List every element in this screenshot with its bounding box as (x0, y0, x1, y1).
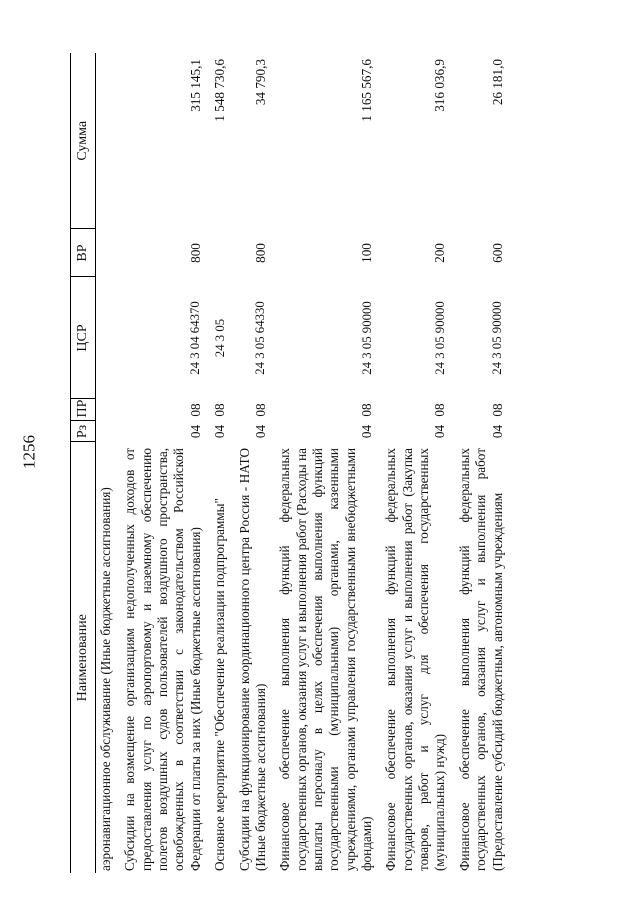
row-name: Финансовое обеспечение выполнения функций федеральных государственных органов, оказания услуг и выполнения работ (Закупка товаров, работ и услуг для обеспечения государственных (муниципальных) нужд) (383, 448, 448, 871)
table-row (96, 53, 115, 873)
row-rz: 04 (432, 424, 448, 439)
header-pr: ПР (71, 399, 96, 421)
row-pr: 08 (187, 403, 203, 417)
row-name: Субсидии на возмещение организациям недополученных доходов от предоставления услуг по аэропортовому и наземному обеспечению полетов воздушных судов пользователей воздушного пространства, освобожденных в соответствии с законодательством Российской Федерации от платы за них (Иные бюджетные ассигнования) (122, 448, 203, 871)
row-vr: 800 (187, 243, 203, 263)
header-sum: Сумма (71, 53, 96, 229)
row-csr: 24 3 05 (212, 318, 227, 358)
row-rz: 04 (252, 424, 268, 439)
row-sum: 34 790,3 (252, 59, 268, 106)
table-header-row (71, 53, 96, 873)
row-pr: 08 (212, 403, 228, 417)
header-csr: ЦСР (71, 277, 96, 399)
row-name: Финансовое обеспечение выполнения функций федеральных государственных органов, оказания услуг и выполнения работ (Предоставление субсидий бюджетным, автономным учреждениям (456, 448, 505, 871)
row-csr: 24 3 05 64330 (253, 301, 268, 375)
row-csr (96, 277, 115, 399)
table-row (449, 53, 506, 873)
row-sum: 26 181,0 (489, 59, 505, 106)
row-csr: 24 3 05 90000 (432, 301, 447, 375)
row-pr: 08 (252, 403, 268, 417)
row-sum: 1 548 730,6 (212, 59, 228, 122)
row-name: аэронавигационное обслуживание (Иные бюджетные ассигнования) (98, 487, 113, 871)
table-row (229, 53, 270, 873)
row-sum: 1 165 567,6 (359, 59, 375, 122)
row-vr: 600 (489, 243, 505, 263)
row-vr (96, 229, 115, 277)
row-name: Основное мероприятие "Обеспечение реализации подпрограммы" (212, 498, 228, 871)
table-row (204, 53, 228, 873)
row-sum: 316 036,9 (432, 59, 448, 112)
row-sum (96, 53, 115, 229)
row-pr: 08 (359, 403, 375, 417)
row-rz: 04 (187, 424, 203, 439)
row-csr: 24 3 05 90000 (490, 301, 505, 375)
row-rz: 04 (212, 424, 228, 439)
budget-table-wrapper (70, 53, 567, 873)
header-vr: ВР (71, 229, 96, 277)
row-pr: 08 (489, 403, 505, 417)
row-rz: 04 (489, 424, 505, 439)
row-vr: 800 (252, 243, 268, 263)
row-vr: 200 (432, 243, 448, 263)
row-pr: 08 (432, 403, 448, 417)
budget-table (70, 53, 506, 873)
row-name: Финансовое обеспечение выполнения функций федеральных государственных органов, оказания услуг и выполнения работ (Расходы на выплаты персоналу в целях обеспечения выполнения функций государственными (муниципальными) органами, казенными учреждениями, органами управления государственными внебюджетными фондами) (277, 448, 375, 871)
table-row (375, 53, 448, 873)
row-rz: 04 (359, 424, 375, 439)
row-vr: 100 (359, 243, 375, 263)
page-number: 1256 (19, 435, 39, 469)
table-row (269, 53, 375, 873)
row-csr: 24 3 05 90000 (359, 301, 374, 375)
row-pr (96, 399, 115, 421)
row-sum: 315 145,1 (187, 59, 203, 112)
row-rz (96, 421, 115, 442)
row-vr (204, 229, 228, 277)
row-csr: 24 3 04 64370 (188, 301, 203, 375)
header-rz: Рз (71, 421, 96, 442)
header-name: Наименование (71, 442, 96, 873)
row-name: Субсидии на функционирование координационного центра Россия - НАТО (Иные бюджетные ассигнования) (236, 448, 268, 871)
table-row (114, 53, 204, 873)
